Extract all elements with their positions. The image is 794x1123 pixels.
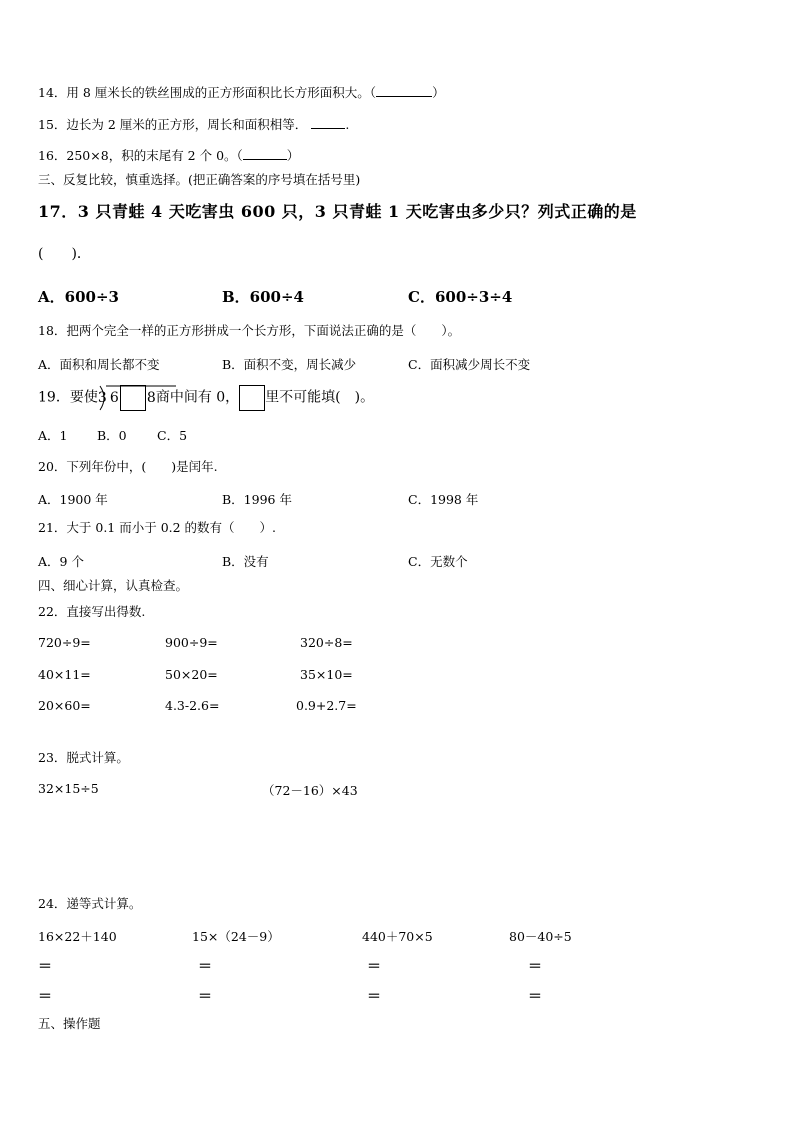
option-b[interactable]: B．0 xyxy=(97,428,127,443)
section-3-heading: 三、反复比较，慎重选择。(把正确答案的序号填在括号里) xyxy=(38,172,361,187)
equals-sign: ＝ xyxy=(528,989,542,1005)
answer-blank[interactable] xyxy=(311,116,345,129)
option-a[interactable]: A．600÷3 xyxy=(38,288,119,306)
section-5-heading: 五、操作题 xyxy=(38,1016,101,1031)
question-14-text: 14．用 8 厘米长的铁丝围成的正方形面积比长方形面积大。（ xyxy=(38,85,377,100)
equals-sign: ＝ xyxy=(367,989,381,1005)
question-18-text: 18．把两个完全一样的正方形拼成一个长方形，下面说法正确的是（ ）。 xyxy=(38,323,461,338)
question-24-text: 24．递等式计算。 xyxy=(38,896,142,911)
calc-item: 320÷8= xyxy=(300,635,353,650)
equals-sign: ＝ xyxy=(198,959,212,975)
option-c[interactable]: C．面积减少周长不变 xyxy=(408,357,531,372)
calc-item: 35×10= xyxy=(300,667,353,682)
option-c[interactable]: C．600÷3÷4 xyxy=(408,288,513,306)
calc-item: 20×60= xyxy=(38,698,91,713)
question-16: 16．250×8，积的末尾有 2 个 0。（ ） xyxy=(38,148,300,163)
option-b[interactable]: B．面积不变，周长减少 xyxy=(222,357,357,372)
question-15: 15．边长为 2 厘米的正方形，周长和面积相等． . xyxy=(38,117,350,132)
calc-item: 15×（24－9） xyxy=(192,929,280,944)
question-21-text: 21．大于 0.1 而小于 0.2 的数有（ ）. xyxy=(38,520,277,535)
option-b[interactable]: B．没有 xyxy=(222,554,269,569)
answer-blank[interactable] xyxy=(243,147,287,160)
calc-item: 900÷9= xyxy=(165,635,218,650)
option-a[interactable]: A．9 个 xyxy=(38,554,84,569)
option-a[interactable]: A．1900 年 xyxy=(38,492,108,507)
calc-item: 40×11= xyxy=(38,667,91,682)
calc-item: 440＋70×5 xyxy=(362,929,433,944)
option-b[interactable]: B．1996 年 xyxy=(222,492,292,507)
calc-item: 720÷9= xyxy=(38,635,91,650)
calc-item: 50×20= xyxy=(165,667,218,682)
calc-item: 32×15÷5 xyxy=(38,781,99,796)
digit-box[interactable] xyxy=(120,385,146,411)
digit-box[interactable] xyxy=(239,385,265,411)
calc-item: 0.9+2.7= xyxy=(296,698,357,713)
option-a[interactable]: A．1 xyxy=(38,428,68,443)
section-4-heading: 四、细心计算，认真检查。 xyxy=(38,578,189,593)
option-c[interactable]: C．5 xyxy=(157,428,188,443)
question-17-text: 17．3 只青蛙 4 天吃害虫 600 只，3 只青蛙 1 天吃害虫多少只？列式正确的是 xyxy=(38,202,637,221)
long-division-icon: 3 6 8 xyxy=(98,385,156,411)
option-a[interactable]: A．面积和周长都不变 xyxy=(38,357,160,372)
equals-sign: ＝ xyxy=(528,959,542,975)
equals-sign: ＝ xyxy=(198,989,212,1005)
answer-blank[interactable] xyxy=(376,84,432,97)
option-c[interactable]: C．1998 年 xyxy=(408,492,479,507)
question-19: 19．要使 3 6 8 商中间有 0， 里不可能填( )。 xyxy=(38,385,374,411)
question-16-text: 16．250×8，积的末尾有 2 个 0。（ xyxy=(38,148,243,163)
calc-item: （72－16）×43 xyxy=(262,783,358,798)
option-c[interactable]: C．无数个 xyxy=(408,554,468,569)
question-14: 14．用 8 厘米长的铁丝围成的正方形面积比长方形面积大。（ ） xyxy=(38,85,445,100)
calc-item: 4.3-2.6= xyxy=(165,698,220,713)
question-17-paren: ( )． xyxy=(38,246,91,262)
option-b[interactable]: B．600÷4 xyxy=(222,288,304,306)
equals-sign: ＝ xyxy=(38,989,52,1005)
equals-sign: ＝ xyxy=(367,959,381,975)
calc-item: 80－40÷5 xyxy=(509,929,572,944)
question-22-text: 22．直接写出得数. xyxy=(38,604,146,619)
question-20-text: 20．下列年份中，( )是闰年. xyxy=(38,459,218,474)
question-19-prefix: 19．要使 xyxy=(38,389,98,406)
question-23-text: 23．脱式计算。 xyxy=(38,750,129,765)
question-15-text: 15．边长为 2 厘米的正方形，周长和面积相等． xyxy=(38,117,308,132)
calc-item: 16×22＋140 xyxy=(38,929,117,944)
equals-sign: ＝ xyxy=(38,959,52,975)
